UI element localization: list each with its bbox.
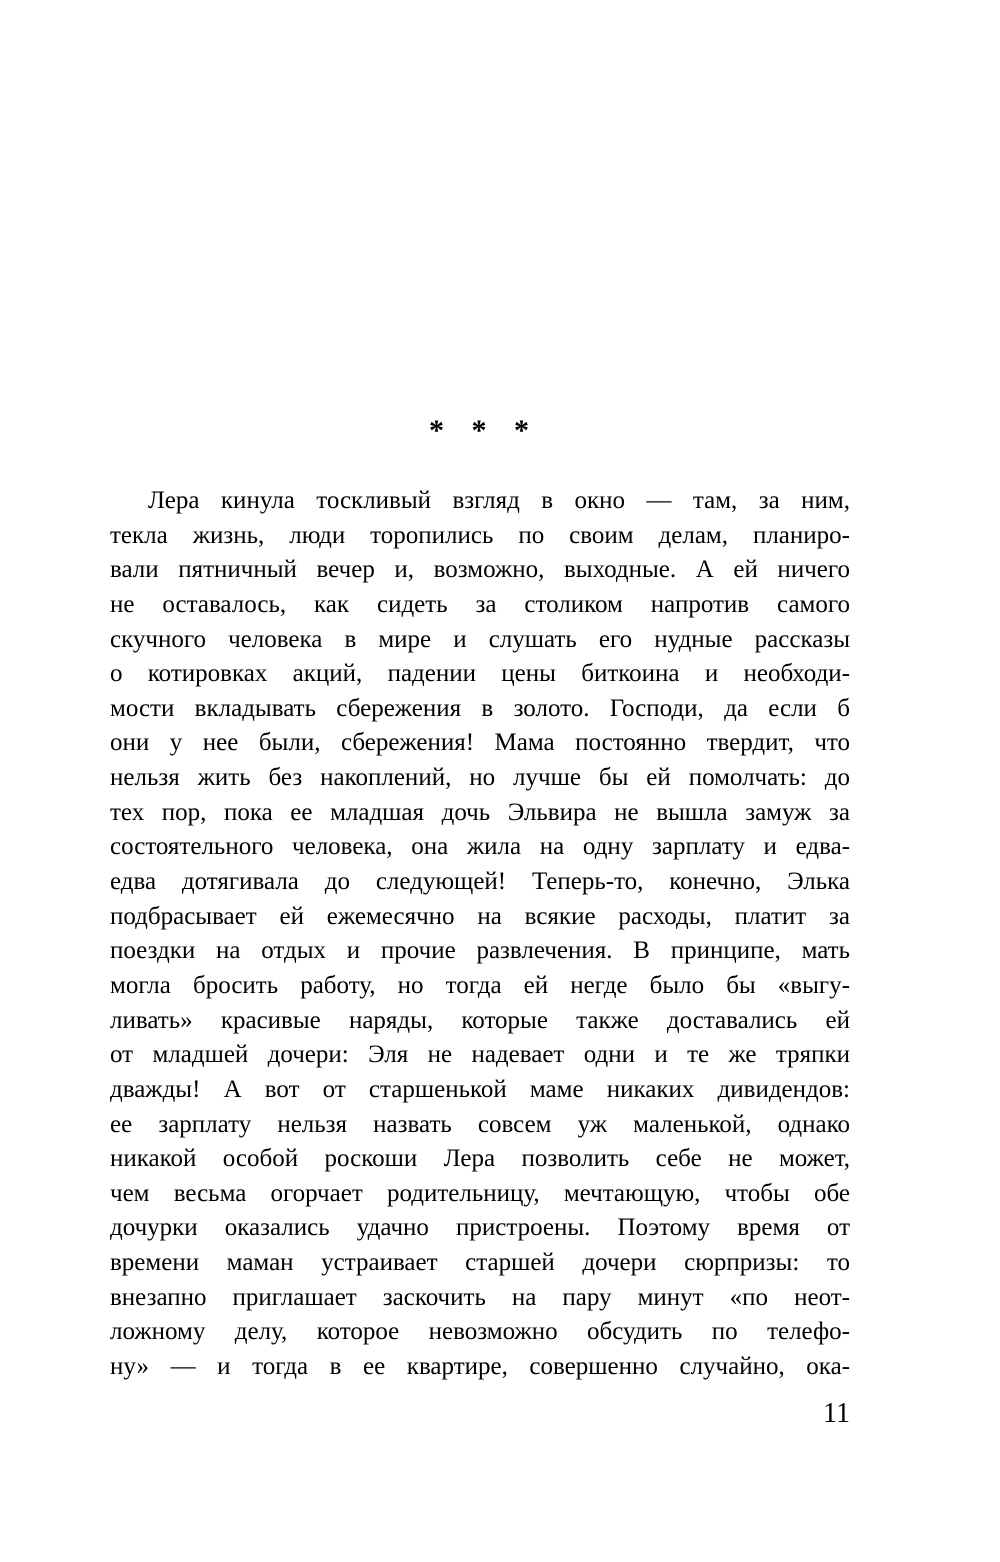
paragraph-line: времени маман устраивает старшей дочери сюрпризы: то (110, 1249, 850, 1277)
paragraph-line: ну» — и тогда в ее квартире, совершенно случайно, ока- (110, 1353, 850, 1381)
section-divider: * * * (429, 414, 531, 447)
paragraph-line: от младшей дочери: Эля не надевает одни и те же тряпки (110, 1041, 850, 1069)
paragraph-line: они у нее были, сбережения! Мама постоянно твердит, что (110, 729, 850, 757)
page-number: 11 (823, 1398, 850, 1429)
paragraph-line: тех пор, пока ее младшая дочь Эльвира не вышла замуж за (110, 798, 850, 826)
paragraph-line: состоятельного человека, она жила на одну зарплату и едва- (110, 833, 850, 861)
paragraph-line: нельзя жить без накоплений, но лучше бы ей помолчать: до (110, 764, 850, 792)
paragraph-line: о котировках акций, падении цены биткоина и необходи- (110, 660, 850, 688)
paragraph-line: дочурки оказались удачно пристроены. Поэтому время от (110, 1214, 850, 1242)
paragraph-line: никакой особой роскоши Лера позволить себе не может, (110, 1145, 850, 1173)
paragraph-line: внезапно приглашает заскочить на пару минут «по неот- (110, 1283, 850, 1311)
paragraph-line: могла бросить работу, но тогда ей негде было бы «выгу- (110, 971, 850, 999)
paragraph-line: мости вкладывать сбережения в золото. Господи, да если б (110, 694, 850, 722)
paragraph-line: ливать» красивые наряды, которые также доставались ей (110, 1006, 850, 1034)
paragraph-line: едва дотягивала до следующей! Теперь-то, конечно, Элька (110, 868, 850, 896)
paragraph-line: дважды! А вот от старшенькой маме никаких дивидендов: (110, 1075, 850, 1103)
paragraph-line: ее зарплату нельзя назвать совсем уж маленькой, однако (110, 1110, 850, 1138)
paragraph-line: подбрасывает ей ежемесячно на всякие расходы, платит за (110, 902, 850, 930)
paragraph-line: поездки на отдых и прочие развлечения. В принципе, мать (110, 937, 850, 965)
paragraph (110, 484, 850, 1385)
paragraph-line: ложному делу, которое невозможно обсудить по телефо- (110, 1318, 850, 1346)
paragraph-line: не оставалось, как сидеть за столиком напротив самого (110, 590, 850, 618)
paragraph-line: чем весьма огорчает родительницу, мечтающую, чтобы обе (110, 1179, 850, 1207)
paragraph-line: текла жизнь, люди торопились по своим делам, планиро- (110, 521, 850, 549)
paragraph-line: Лера кинула тоскливый взгляд в окно — там, за ним, (148, 487, 850, 514)
paragraph-line: скучного человека в мире и слушать его нудные рассказы (110, 625, 850, 653)
paragraph-line: вали пятничный вечер и, возможно, выходные. А ей ничего (110, 556, 850, 584)
